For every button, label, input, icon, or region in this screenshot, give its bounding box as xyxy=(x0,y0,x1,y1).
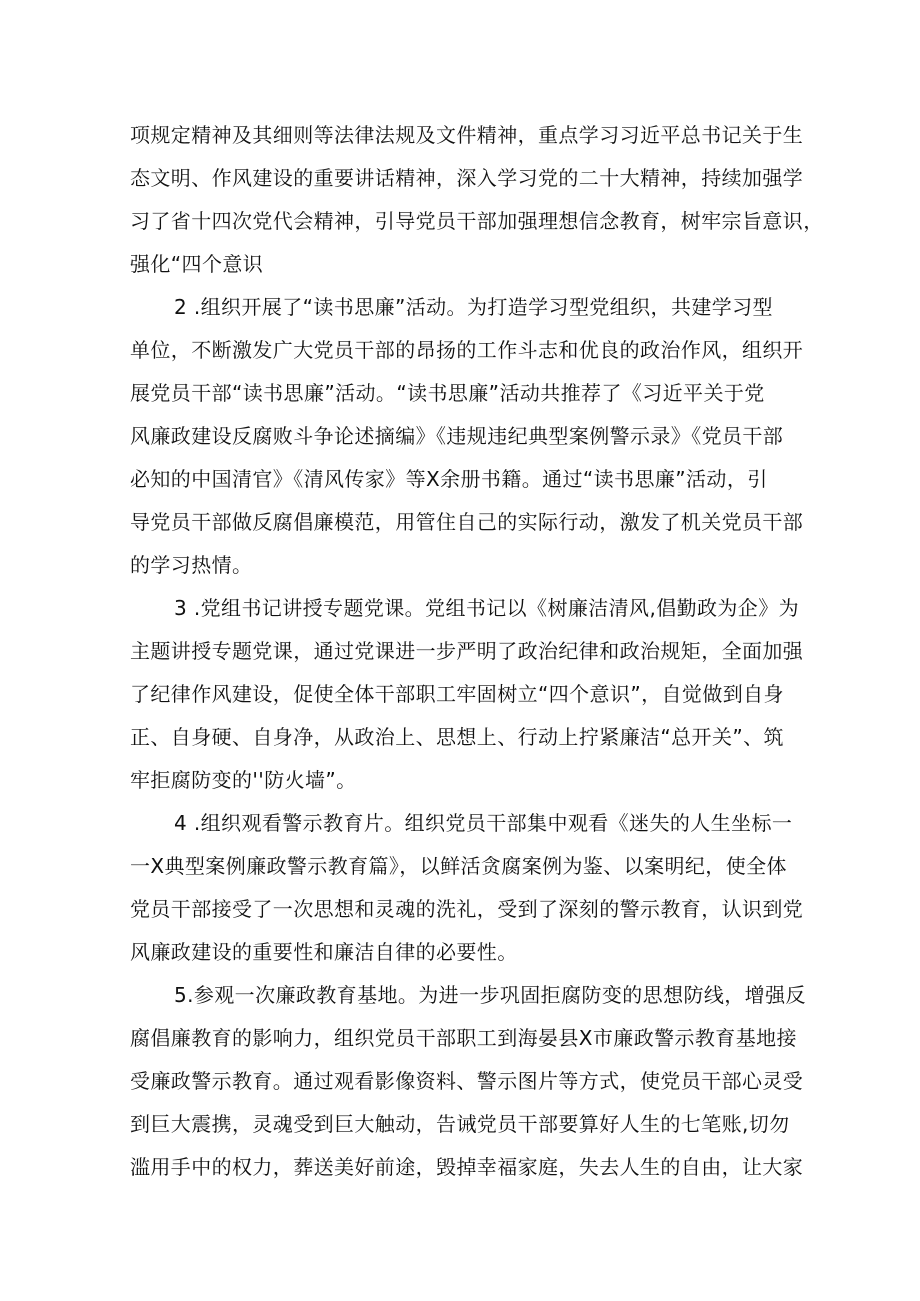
text-line: 习了省十四次党代会精神，引导党员干部加强理想信念教育，树牢宗旨意识， xyxy=(130,209,824,233)
text-line: 了纪律作风建设，促使全体干部职工牢固树立“四个意识”，自觉做到自身 xyxy=(130,682,784,706)
text-line: 导党员干部做反腐倡廉模范，用管住自己的实际行动，激发了机关党员干部 xyxy=(130,510,804,534)
text-line: 2 .组织开展了“读书思廉”活动。为打造学习型党组织，共建学习型 xyxy=(174,295,773,319)
text-line: 展党员干部“读书思廉”活动。“读书思廉”活动共推荐了《习近平关于党 xyxy=(130,381,765,405)
text-line: 受廉政警示教育。通过观看影像资料、警示图片等方式，使党员干部心灵受 xyxy=(130,1069,804,1093)
text-line: 风廉政建设反腐败斗争论述摘编》《违规违纪典型案例警示录》《党员干部 xyxy=(130,424,784,448)
text-line: 的学习热情。 xyxy=(130,553,253,577)
text-line: 单位，不断激发广大党员干部的昂扬的工作斗志和优良的政治作风，组织开 xyxy=(130,338,804,362)
paragraph-3 xyxy=(130,587,804,802)
text-line: 5.参观一次廉政教育基地。为进一步巩固拒腐防变的思想防线，增强反 xyxy=(174,983,806,1007)
document-body xyxy=(130,114,824,1189)
text-line: 一X典型案例廉政警示教育篇》，以鲜活贪腐案例为鉴、以案明纪，使全体 xyxy=(130,854,787,878)
text-line: 3 .党组书记讲授专题党课。党组书记以《树廉洁清风,倡勤政为企》为 xyxy=(174,596,799,620)
paragraph-2 xyxy=(130,286,804,587)
text-line: 牢拒腐防变的''防火墙”。 xyxy=(130,768,357,792)
text-line: 风廉政建设的重要性和廉洁自律的必要性。 xyxy=(130,940,518,964)
text-line: 强化“四个意识 xyxy=(130,252,264,276)
text-line: 主题讲授专题党课，通过党课进一步严明了政治纪律和政治规矩，全面加强 xyxy=(130,639,804,663)
text-line: 腐倡廉教育的影响力，组织党员干部职工到海晏县X市廉政警示教育基地接 xyxy=(130,1026,797,1050)
text-line: 项规定精神及其细则等法律法规及文件精神，重点学习习近平总书记关于生 xyxy=(130,123,804,147)
text-line: 滥用手中的权力，葬送美好前途，毁掉幸福家庭，失去人生的自由，让大家 xyxy=(130,1155,804,1179)
text-line: 党员干部接受了一次思想和灵魂的洗礼，受到了深刻的警示教育，认识到党 xyxy=(130,897,804,921)
text-line: 4 .组织观看警示教育片。组织党员干部集中观看《迷失的人生坐标一 xyxy=(174,811,793,835)
paragraph-1 xyxy=(130,114,824,286)
text-line: 到巨大震携，灵魂受到巨大触动，告诫党员干部要算好人生的七笔账,切勿 xyxy=(130,1112,790,1136)
text-line: 态文明、作风建设的重要讲话精神，深入学习党的二十大精神，持续加强学 xyxy=(130,166,804,190)
text-line: 正、自身硬、自身净，从政治上、思想上、行动上拧紧廉洁“总开关”、筑 xyxy=(130,725,784,749)
paragraph-4 xyxy=(130,802,804,974)
paragraph-5 xyxy=(130,974,806,1189)
text-line: 必知的中国清官》《清风传家》等X余册书籍。通过“读书思廉”活动，引 xyxy=(130,467,768,491)
